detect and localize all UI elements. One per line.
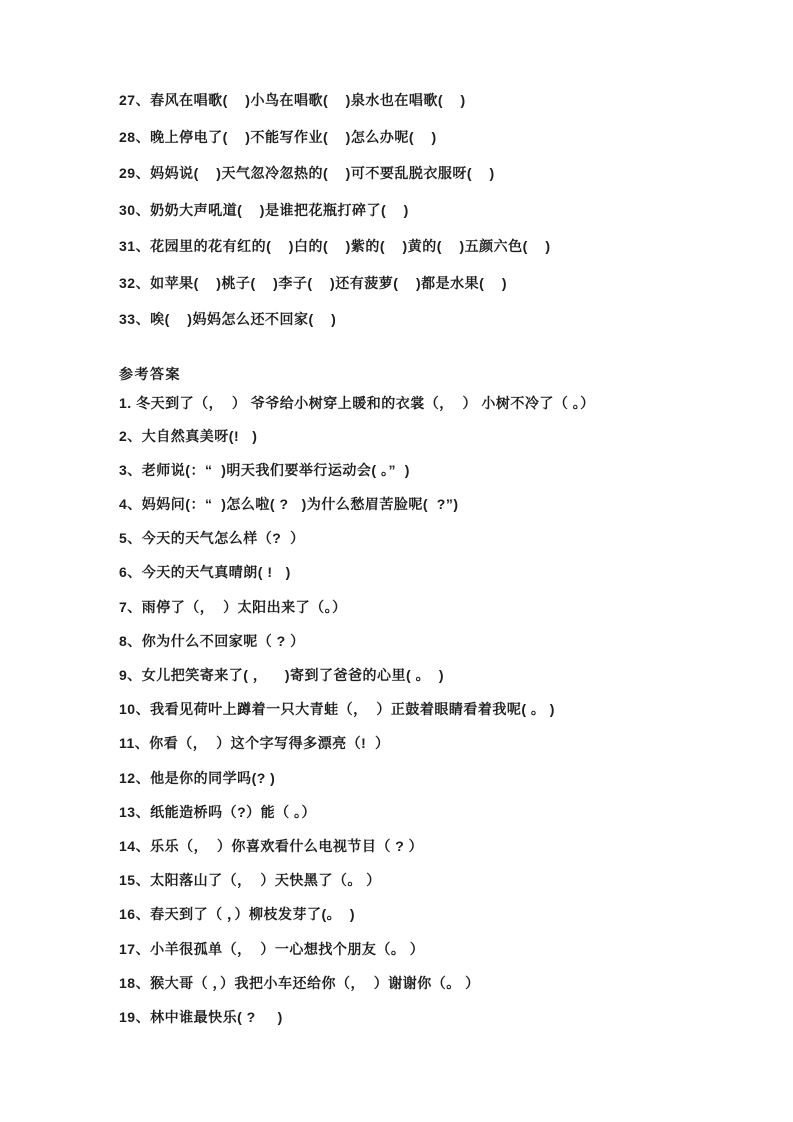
answer-line-5: 5、今天的天气怎么样（? ） (119, 530, 305, 547)
answer-line-16: 16、春天到了（ ，）柳枝发芽了(。 ) (119, 906, 356, 923)
answer-line-2: 2、大自然真美呀(! ) (119, 427, 258, 444)
page-content (119, 82, 753, 1034)
answer-line-6: 6、今天的天气真晴朗( ! ) (119, 564, 291, 581)
answer-line-7: 7、雨停了（， ）太阳出来了（。） (119, 598, 347, 615)
question-line-31: 31、花园里的花有红的( )白的( )紫的( )黄的( )五颜六色( ) (119, 238, 551, 254)
question-line-29: 29、妈妈说( )天气忽冷忽热的( )可不要乱脱衣服呀( ) (119, 165, 495, 181)
answer-line-12: 12、他是你的同学吗(? ) (119, 769, 276, 786)
answer-line-4: 4、妈妈问(：“ )怎么啦( ? )为什么愁眉苦脸呢( ?”) (119, 495, 459, 512)
questions-section (119, 82, 753, 338)
answer-line-3: 3、老师说(：“ )明天我们要举行运动会( 。” ) (119, 461, 410, 478)
answer-line-8: 8、你为什么不回家呢（ ? ） (119, 632, 305, 649)
question-line-27: 27、春风在唱歌( )小鸟在唱歌( )泉水也在唱歌( ) (119, 92, 466, 108)
answer-line-15: 15、太阳落山了（， ）天快黑了（。 ） (119, 872, 381, 889)
answer-line-9: 9、女儿把笑寄来了( ， )寄到了爸爸的心里( 。 ) (119, 666, 445, 683)
answer-line-19: 19、林中谁最快乐( ? ) (119, 1008, 283, 1025)
question-line-30: 30、奶奶大声吼道( )是谁把花瓶打碎了( ) (119, 201, 409, 218)
question-line-28: 28、晚上停电了( )不能写作业( )怎么办呢( ) (119, 128, 437, 145)
question-line-32: 32、如苹果( )桃子( )李子( )还有菠萝( )都是水果( ) (119, 274, 507, 291)
answer-line-13: 13、纸能造桥吗（?）能（ 。） (119, 803, 317, 820)
question-line-33: 33、唉( )妈妈怎么还不回家( ) (119, 311, 337, 327)
answers-heading: 参考答案 (119, 365, 181, 382)
answer-line-11: 11、你看（， ）这个字写得多漂亮（! ） (119, 735, 390, 752)
answers-section (119, 387, 753, 1035)
answer-line-17: 17、小羊很孤单（， ）一心想找个朋友（。 ） (119, 940, 425, 957)
answer-line-14: 14、乐乐（， ）你喜欢看什么电视节目（ ? ） (119, 837, 424, 854)
answer-line-10: 10、我看见荷叶上蹲着一只大青蛙（， ）正鼓着眼睛看着我呢( 。 ) (119, 701, 555, 718)
answer-line-1: 1. 冬天到了（， ） 爷爷给小树穿上暖和的衣裳（， ） 小树不冷了（ 。） (119, 394, 595, 411)
answer-line-18: 18、猴大哥（ ，）我把小车还给你（， ）谢谢你（。 ） (119, 974, 480, 991)
